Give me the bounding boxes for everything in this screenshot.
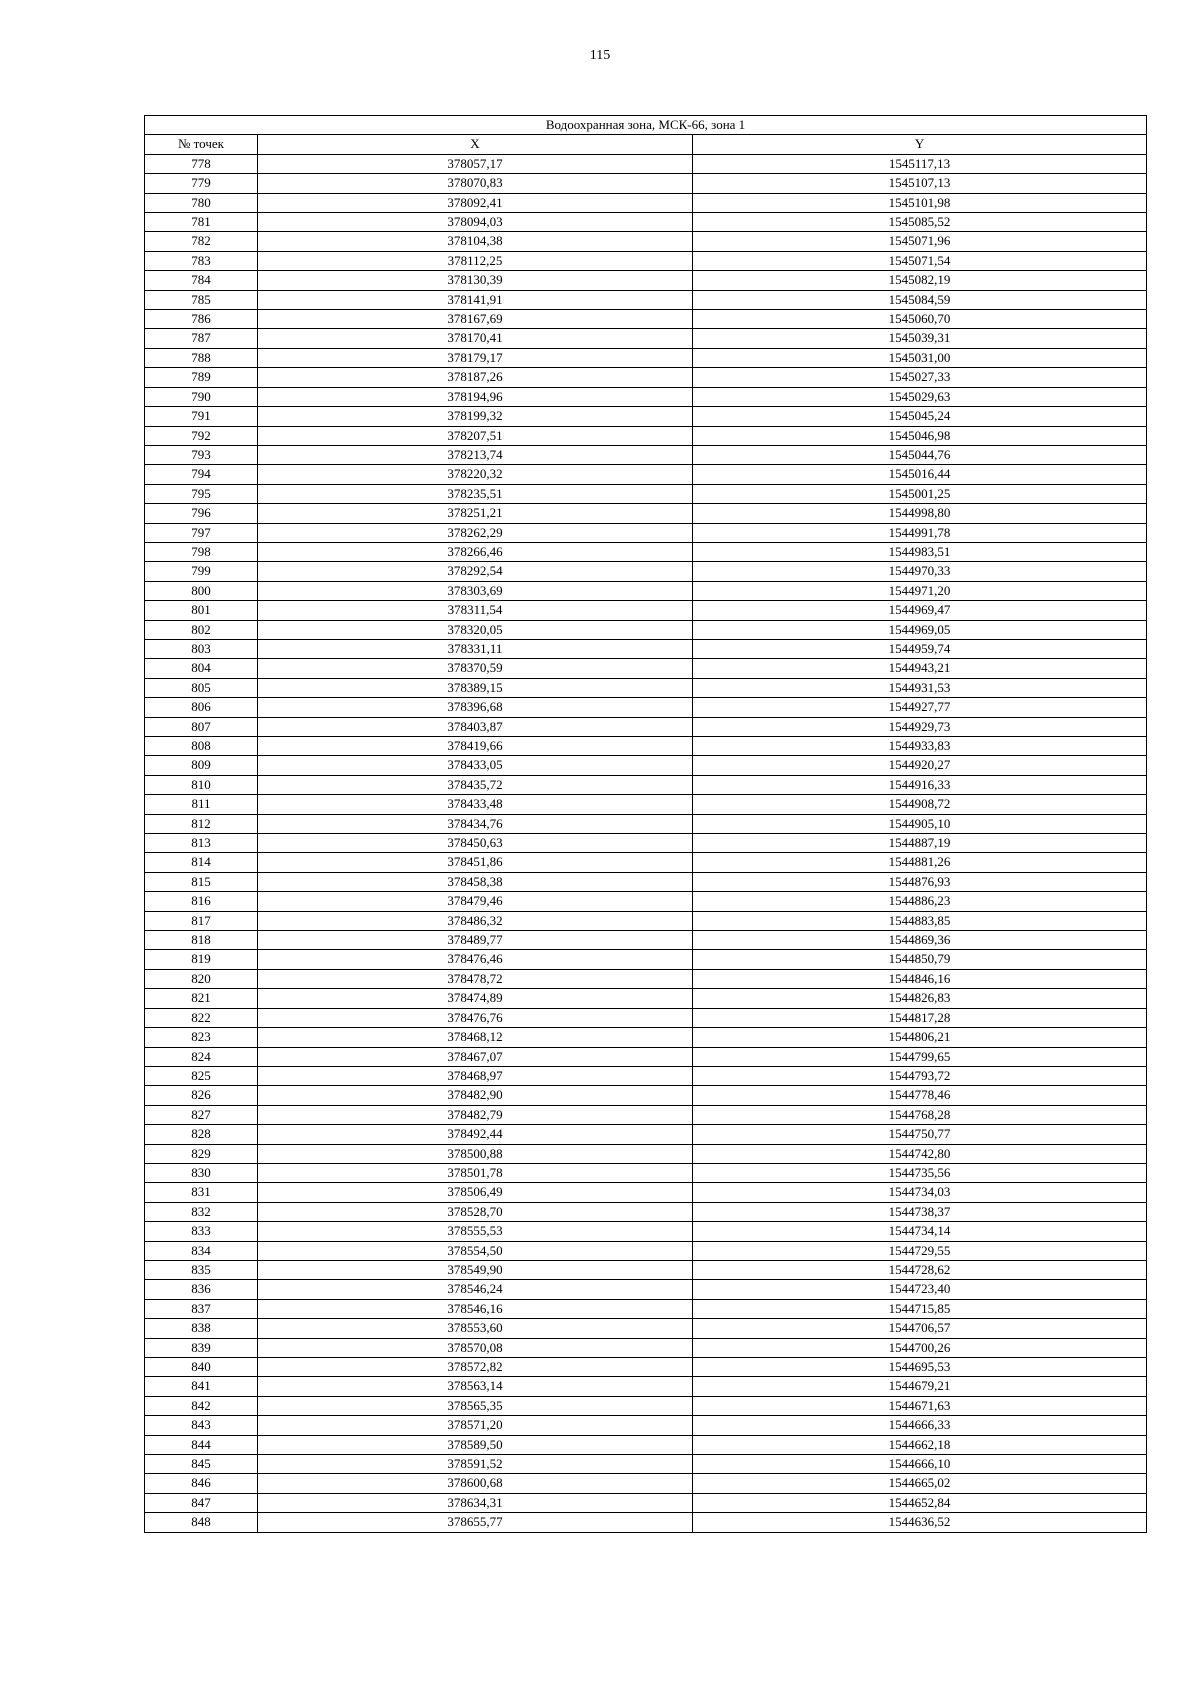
y-coordinate-cell: 1545039,31: [693, 329, 1147, 348]
y-coordinate-cell: 1544695,53: [693, 1358, 1147, 1377]
point-number-cell: 809: [145, 756, 258, 775]
point-number-cell: 792: [145, 426, 258, 445]
table-row: [145, 465, 1147, 484]
x-coordinate-cell: 378435,72: [258, 775, 693, 794]
x-coordinate-cell: 378546,16: [258, 1299, 693, 1318]
table-row: [145, 601, 1147, 620]
y-coordinate-cell: 1544665,02: [693, 1474, 1147, 1493]
point-number-cell: 825: [145, 1066, 258, 1085]
point-number-cell: 821: [145, 989, 258, 1008]
table-row: [145, 756, 1147, 775]
x-coordinate-cell: 378468,12: [258, 1028, 693, 1047]
table-row: [145, 193, 1147, 212]
point-number-cell: 802: [145, 620, 258, 639]
table-row: [145, 445, 1147, 464]
point-number-cell: 782: [145, 232, 258, 251]
y-coordinate-cell: 1545060,70: [693, 310, 1147, 329]
coordinates-table: [144, 115, 1147, 1533]
point-number-cell: 819: [145, 950, 258, 969]
point-number-cell: 781: [145, 213, 258, 232]
x-coordinate-cell: 378450,63: [258, 834, 693, 853]
point-number-cell: 817: [145, 911, 258, 930]
table-row: [145, 407, 1147, 426]
y-coordinate-cell: 1544869,36: [693, 931, 1147, 950]
point-number-cell: 779: [145, 174, 258, 193]
x-coordinate-cell: 378546,24: [258, 1280, 693, 1299]
point-number-cell: 788: [145, 348, 258, 367]
y-coordinate-cell: 1544662,18: [693, 1435, 1147, 1454]
point-number-cell: 834: [145, 1241, 258, 1260]
table-row: [145, 911, 1147, 930]
point-number-cell: 808: [145, 737, 258, 756]
table-row: [145, 1202, 1147, 1221]
x-coordinate-cell: 378167,69: [258, 310, 693, 329]
point-number-cell: 800: [145, 581, 258, 600]
table-row: [145, 989, 1147, 1008]
table-row: [145, 174, 1147, 193]
point-number-cell: 842: [145, 1396, 258, 1415]
x-coordinate-cell: 378467,07: [258, 1047, 693, 1066]
point-number-cell: 818: [145, 931, 258, 950]
x-coordinate-cell: 378092,41: [258, 193, 693, 212]
y-coordinate-cell: 1544933,83: [693, 737, 1147, 756]
point-number-cell: 793: [145, 445, 258, 464]
point-number-cell: 778: [145, 154, 258, 173]
table-row: [145, 1416, 1147, 1435]
y-coordinate-cell: 1545016,44: [693, 465, 1147, 484]
y-coordinate-cell: 1544943,21: [693, 659, 1147, 678]
table-row: [145, 271, 1147, 290]
point-number-cell: 814: [145, 853, 258, 872]
table-row: [145, 1338, 1147, 1357]
table-row: [145, 1513, 1147, 1532]
point-number-cell: 848: [145, 1513, 258, 1532]
x-coordinate-cell: 378130,39: [258, 271, 693, 290]
table-row: [145, 872, 1147, 891]
point-number-cell: 844: [145, 1435, 258, 1454]
x-coordinate-cell: 378555,53: [258, 1222, 693, 1241]
x-coordinate-cell: 378553,60: [258, 1319, 693, 1338]
y-coordinate-cell: 1544931,53: [693, 678, 1147, 697]
point-number-cell: 839: [145, 1338, 258, 1357]
x-coordinate-cell: 378565,35: [258, 1396, 693, 1415]
x-coordinate-cell: 378303,69: [258, 581, 693, 600]
point-number-cell: 827: [145, 1105, 258, 1124]
y-coordinate-cell: 1544706,57: [693, 1319, 1147, 1338]
table-row: [145, 523, 1147, 542]
table-row: [145, 1222, 1147, 1241]
y-coordinate-cell: 1544666,10: [693, 1455, 1147, 1474]
table-row: [145, 678, 1147, 697]
y-coordinate-cell: 1544679,21: [693, 1377, 1147, 1396]
y-coordinate-cell: 1545082,19: [693, 271, 1147, 290]
table-row: [145, 329, 1147, 348]
x-coordinate-cell: 378486,32: [258, 911, 693, 930]
table-row: [145, 737, 1147, 756]
table-row: [145, 1299, 1147, 1318]
table-row: [145, 154, 1147, 173]
y-coordinate-cell: 1544778,46: [693, 1086, 1147, 1105]
point-number-cell: 796: [145, 504, 258, 523]
table-row: [145, 542, 1147, 561]
x-coordinate-cell: 378292,54: [258, 562, 693, 581]
x-coordinate-cell: 378179,17: [258, 348, 693, 367]
y-coordinate-cell: 1544969,47: [693, 601, 1147, 620]
table-row: [145, 562, 1147, 581]
y-coordinate-cell: 1544671,63: [693, 1396, 1147, 1415]
y-coordinate-cell: 1544700,26: [693, 1338, 1147, 1357]
point-number-cell: 838: [145, 1319, 258, 1338]
table-body: [145, 154, 1147, 1532]
y-coordinate-cell: 1545107,13: [693, 174, 1147, 193]
point-number-cell: 836: [145, 1280, 258, 1299]
table-row: [145, 1105, 1147, 1124]
table-row: [145, 504, 1147, 523]
x-coordinate-cell: 378549,90: [258, 1260, 693, 1279]
point-number-cell: 805: [145, 678, 258, 697]
y-coordinate-cell: 1544738,37: [693, 1202, 1147, 1221]
table-row: [145, 950, 1147, 969]
x-coordinate-cell: 378554,50: [258, 1241, 693, 1260]
x-coordinate-cell: 378170,41: [258, 329, 693, 348]
table-row: [145, 1028, 1147, 1047]
x-coordinate-cell: 378094,03: [258, 213, 693, 232]
table-row: [145, 1183, 1147, 1202]
table-row: [145, 1319, 1147, 1338]
table-row: [145, 1455, 1147, 1474]
y-coordinate-cell: 1545084,59: [693, 290, 1147, 309]
table-row: [145, 426, 1147, 445]
point-number-cell: 807: [145, 717, 258, 736]
x-coordinate-cell: 378112,25: [258, 251, 693, 270]
point-number-cell: 785: [145, 290, 258, 309]
x-coordinate-cell: 378591,52: [258, 1455, 693, 1474]
table-row: [145, 1474, 1147, 1493]
point-number-cell: 787: [145, 329, 258, 348]
point-number-cell: 845: [145, 1455, 258, 1474]
point-number-cell: 823: [145, 1028, 258, 1047]
table-row: [145, 310, 1147, 329]
x-coordinate-cell: 378057,17: [258, 154, 693, 173]
x-coordinate-cell: 378482,79: [258, 1105, 693, 1124]
table-row: [145, 368, 1147, 387]
x-coordinate-cell: 378207,51: [258, 426, 693, 445]
point-number-cell: 832: [145, 1202, 258, 1221]
y-coordinate-cell: 1545001,25: [693, 484, 1147, 503]
table-row: [145, 1144, 1147, 1163]
y-coordinate-cell: 1545031,00: [693, 348, 1147, 367]
table-row: [145, 1396, 1147, 1415]
x-coordinate-cell: 378262,29: [258, 523, 693, 542]
point-number-cell: 780: [145, 193, 258, 212]
point-number-cell: 829: [145, 1144, 258, 1163]
y-coordinate-cell: 1545046,98: [693, 426, 1147, 445]
point-number-cell: 789: [145, 368, 258, 387]
point-number-cell: 810: [145, 775, 258, 794]
x-coordinate-cell: 378572,82: [258, 1358, 693, 1377]
table-row: [145, 348, 1147, 367]
table-row: [145, 1435, 1147, 1454]
x-coordinate-cell: 378571,20: [258, 1416, 693, 1435]
table-row: [145, 1358, 1147, 1377]
table-row: [145, 1125, 1147, 1144]
x-coordinate-cell: 378451,86: [258, 853, 693, 872]
x-coordinate-cell: 378528,70: [258, 1202, 693, 1221]
y-coordinate-cell: 1544652,84: [693, 1493, 1147, 1512]
point-number-cell: 797: [145, 523, 258, 542]
column-header-x: X: [258, 135, 693, 154]
table-row: [145, 232, 1147, 251]
point-number-cell: 806: [145, 698, 258, 717]
x-coordinate-cell: 378104,38: [258, 232, 693, 251]
table-row: [145, 290, 1147, 309]
y-coordinate-cell: 1544817,28: [693, 1008, 1147, 1027]
x-coordinate-cell: 378389,15: [258, 678, 693, 697]
y-coordinate-cell: 1544735,56: [693, 1163, 1147, 1182]
x-coordinate-cell: 378476,46: [258, 950, 693, 969]
table-row: [145, 717, 1147, 736]
table-row: [145, 1377, 1147, 1396]
point-number-cell: 828: [145, 1125, 258, 1144]
y-coordinate-cell: 1544846,16: [693, 969, 1147, 988]
y-coordinate-cell: 1544723,40: [693, 1280, 1147, 1299]
point-number-cell: 795: [145, 484, 258, 503]
point-number-cell: 833: [145, 1222, 258, 1241]
point-number-cell: 847: [145, 1493, 258, 1512]
x-coordinate-cell: 378434,76: [258, 814, 693, 833]
y-coordinate-cell: 1544806,21: [693, 1028, 1147, 1047]
x-coordinate-cell: 378489,77: [258, 931, 693, 950]
x-coordinate-cell: 378482,90: [258, 1086, 693, 1105]
y-coordinate-cell: 1544883,85: [693, 911, 1147, 930]
y-coordinate-cell: 1545029,63: [693, 387, 1147, 406]
x-coordinate-cell: 378468,97: [258, 1066, 693, 1085]
table-row: [145, 931, 1147, 950]
table-row: [145, 484, 1147, 503]
y-coordinate-cell: 1544971,20: [693, 581, 1147, 600]
table-row: [145, 251, 1147, 270]
x-coordinate-cell: 378194,96: [258, 387, 693, 406]
point-number-cell: 840: [145, 1358, 258, 1377]
y-coordinate-cell: 1544916,33: [693, 775, 1147, 794]
table-row: [145, 1008, 1147, 1027]
x-coordinate-cell: 378370,59: [258, 659, 693, 678]
table-row: [145, 1493, 1147, 1512]
y-coordinate-cell: 1545071,54: [693, 251, 1147, 270]
y-coordinate-cell: 1544768,28: [693, 1105, 1147, 1124]
y-coordinate-cell: 1544636,52: [693, 1513, 1147, 1532]
table-header-row: [145, 135, 1147, 154]
point-number-cell: 811: [145, 795, 258, 814]
x-coordinate-cell: 378251,21: [258, 504, 693, 523]
x-coordinate-cell: 378141,91: [258, 290, 693, 309]
x-coordinate-cell: 378311,54: [258, 601, 693, 620]
table-row: [145, 620, 1147, 639]
point-number-cell: 804: [145, 659, 258, 678]
point-number-cell: 799: [145, 562, 258, 581]
table-row: [145, 834, 1147, 853]
x-coordinate-cell: 378403,87: [258, 717, 693, 736]
table-row: [145, 639, 1147, 658]
y-coordinate-cell: 1544983,51: [693, 542, 1147, 561]
point-number-cell: 835: [145, 1260, 258, 1279]
x-coordinate-cell: 378433,48: [258, 795, 693, 814]
table-row: [145, 1086, 1147, 1105]
x-coordinate-cell: 378419,66: [258, 737, 693, 756]
x-coordinate-cell: 378506,49: [258, 1183, 693, 1202]
point-number-cell: 813: [145, 834, 258, 853]
point-number-cell: 824: [145, 1047, 258, 1066]
column-header-y: Y: [693, 135, 1147, 154]
y-coordinate-cell: 1544969,05: [693, 620, 1147, 639]
table-row: [145, 698, 1147, 717]
table-row: [145, 1047, 1147, 1066]
y-coordinate-cell: 1544886,23: [693, 892, 1147, 911]
point-number-cell: 843: [145, 1416, 258, 1435]
x-coordinate-cell: 378320,05: [258, 620, 693, 639]
point-number-cell: 841: [145, 1377, 258, 1396]
x-coordinate-cell: 378213,74: [258, 445, 693, 464]
table-row: [145, 1260, 1147, 1279]
x-coordinate-cell: 378474,89: [258, 989, 693, 1008]
point-number-cell: 831: [145, 1183, 258, 1202]
y-coordinate-cell: 1544991,78: [693, 523, 1147, 542]
table-row: [145, 814, 1147, 833]
y-coordinate-cell: 1545085,52: [693, 213, 1147, 232]
y-coordinate-cell: 1544970,33: [693, 562, 1147, 581]
y-coordinate-cell: 1544920,27: [693, 756, 1147, 775]
table-row: [145, 659, 1147, 678]
x-coordinate-cell: 378433,05: [258, 756, 693, 775]
y-coordinate-cell: 1544793,72: [693, 1066, 1147, 1085]
x-coordinate-cell: 378600,68: [258, 1474, 693, 1493]
point-number-cell: 830: [145, 1163, 258, 1182]
y-coordinate-cell: 1545117,13: [693, 154, 1147, 173]
table-row: [145, 581, 1147, 600]
table-row: [145, 1066, 1147, 1085]
x-coordinate-cell: 378563,14: [258, 1377, 693, 1396]
point-number-cell: 826: [145, 1086, 258, 1105]
y-coordinate-cell: 1544742,80: [693, 1144, 1147, 1163]
y-coordinate-cell: 1544729,55: [693, 1241, 1147, 1260]
y-coordinate-cell: 1544929,73: [693, 717, 1147, 736]
y-coordinate-cell: 1544715,85: [693, 1299, 1147, 1318]
x-coordinate-cell: 378478,72: [258, 969, 693, 988]
y-coordinate-cell: 1544998,80: [693, 504, 1147, 523]
table-row: [145, 213, 1147, 232]
point-number-cell: 786: [145, 310, 258, 329]
y-coordinate-cell: 1545045,24: [693, 407, 1147, 426]
x-coordinate-cell: 378220,32: [258, 465, 693, 484]
point-number-cell: 816: [145, 892, 258, 911]
y-coordinate-cell: 1545027,33: [693, 368, 1147, 387]
table-title: Водоохранная зона, МСК-66, зона 1: [145, 116, 1147, 135]
y-coordinate-cell: 1544734,14: [693, 1222, 1147, 1241]
y-coordinate-cell: 1545044,76: [693, 445, 1147, 464]
x-coordinate-cell: 378476,76: [258, 1008, 693, 1027]
column-header-point-number: № точек: [145, 135, 258, 154]
point-number-cell: 791: [145, 407, 258, 426]
x-coordinate-cell: 378479,46: [258, 892, 693, 911]
x-coordinate-cell: 378634,31: [258, 1493, 693, 1512]
y-coordinate-cell: 1544850,79: [693, 950, 1147, 969]
table-row: [145, 775, 1147, 794]
point-number-cell: 846: [145, 1474, 258, 1493]
x-coordinate-cell: 378266,46: [258, 542, 693, 561]
table-title-row: [145, 116, 1147, 135]
x-coordinate-cell: 378070,83: [258, 174, 693, 193]
y-coordinate-cell: 1544826,83: [693, 989, 1147, 1008]
point-number-cell: 820: [145, 969, 258, 988]
y-coordinate-cell: 1544728,62: [693, 1260, 1147, 1279]
table-row: [145, 1241, 1147, 1260]
y-coordinate-cell: 1544734,03: [693, 1183, 1147, 1202]
y-coordinate-cell: 1544750,77: [693, 1125, 1147, 1144]
y-coordinate-cell: 1544881,26: [693, 853, 1147, 872]
table-row: [145, 387, 1147, 406]
x-coordinate-cell: 378501,78: [258, 1163, 693, 1182]
table-row: [145, 892, 1147, 911]
y-coordinate-cell: 1545071,96: [693, 232, 1147, 251]
x-coordinate-cell: 378331,11: [258, 639, 693, 658]
x-coordinate-cell: 378235,51: [258, 484, 693, 503]
x-coordinate-cell: 378570,08: [258, 1338, 693, 1357]
point-number-cell: 803: [145, 639, 258, 658]
y-coordinate-cell: 1544959,74: [693, 639, 1147, 658]
table-row: [145, 1163, 1147, 1182]
point-number-cell: 798: [145, 542, 258, 561]
point-number-cell: 822: [145, 1008, 258, 1027]
y-coordinate-cell: 1544666,33: [693, 1416, 1147, 1435]
y-coordinate-cell: 1544876,93: [693, 872, 1147, 891]
y-coordinate-cell: 1544908,72: [693, 795, 1147, 814]
point-number-cell: 784: [145, 271, 258, 290]
y-coordinate-cell: 1544799,65: [693, 1047, 1147, 1066]
point-number-cell: 783: [145, 251, 258, 270]
x-coordinate-cell: 378187,26: [258, 368, 693, 387]
table-row: [145, 853, 1147, 872]
x-coordinate-cell: 378199,32: [258, 407, 693, 426]
point-number-cell: 837: [145, 1299, 258, 1318]
y-coordinate-cell: 1545101,98: [693, 193, 1147, 212]
x-coordinate-cell: 378396,68: [258, 698, 693, 717]
point-number-cell: 794: [145, 465, 258, 484]
point-number-cell: 815: [145, 872, 258, 891]
table-row: [145, 1280, 1147, 1299]
page-number: 115: [589, 48, 611, 63]
table-row: [145, 969, 1147, 988]
x-coordinate-cell: 378589,50: [258, 1435, 693, 1454]
point-number-cell: 801: [145, 601, 258, 620]
y-coordinate-cell: 1544887,19: [693, 834, 1147, 853]
y-coordinate-cell: 1544905,10: [693, 814, 1147, 833]
point-number-cell: 790: [145, 387, 258, 406]
y-coordinate-cell: 1544927,77: [693, 698, 1147, 717]
x-coordinate-cell: 378458,38: [258, 872, 693, 891]
x-coordinate-cell: 378492,44: [258, 1125, 693, 1144]
point-number-cell: 812: [145, 814, 258, 833]
x-coordinate-cell: 378655,77: [258, 1513, 693, 1532]
table-row: [145, 795, 1147, 814]
x-coordinate-cell: 378500,88: [258, 1144, 693, 1163]
